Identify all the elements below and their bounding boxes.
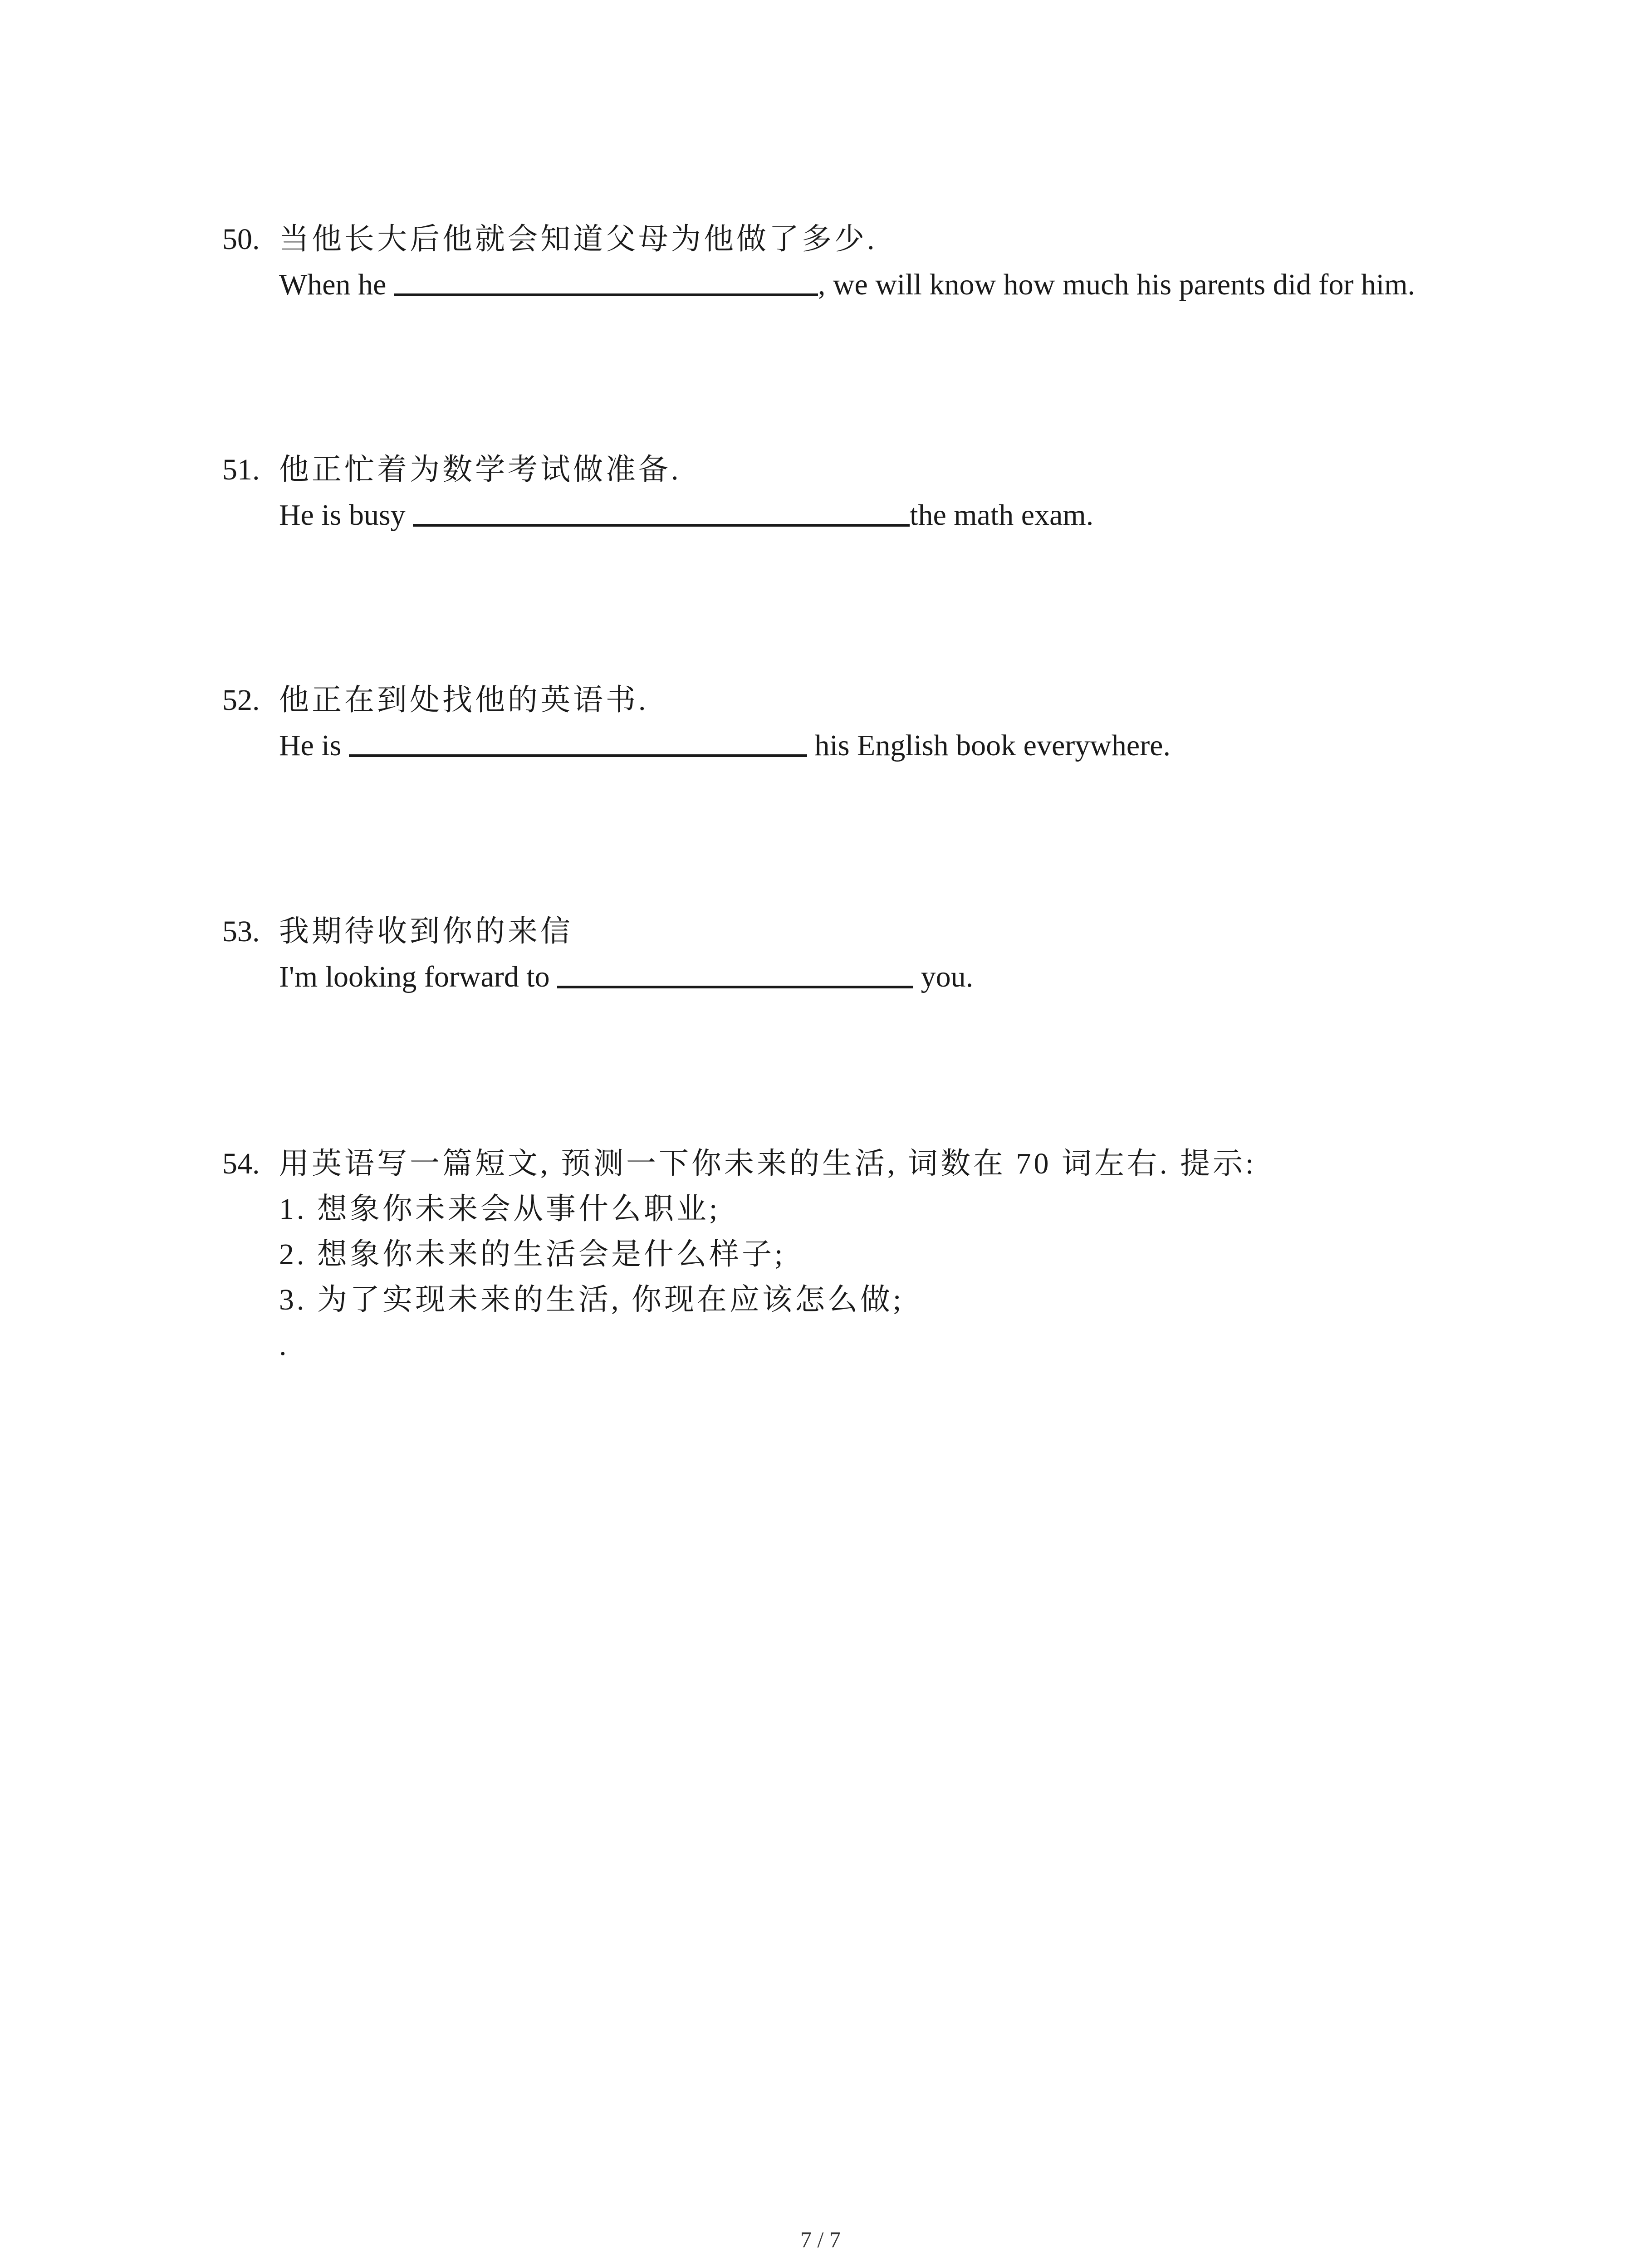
question-54-essay <box>222 1141 1493 1368</box>
sentence-after-blank: you. <box>913 960 974 993</box>
answer-blank[interactable] <box>413 497 910 527</box>
essay-hint-3: 3. 为了实现未来的生活, 你现在应该怎么做; <box>279 1283 904 1316</box>
question-53 <box>222 909 1493 1000</box>
question-51 <box>222 447 1493 538</box>
answer-blank[interactable] <box>349 727 807 757</box>
question-number: 54. <box>222 1147 260 1180</box>
question-50 <box>222 217 1493 308</box>
chinese-prompt: 他正在到处找他的英语书. <box>279 684 649 717</box>
essay-hint-2: 2. 想象你未来的生活会是什么样子; <box>279 1238 786 1271</box>
sentence-before-blank: When he <box>279 268 394 301</box>
chinese-prompt: 我期待收到你的来信 <box>279 915 573 948</box>
sentence-after-blank: the math exam. <box>910 499 1094 532</box>
answer-blank[interactable] <box>394 266 818 296</box>
sentence-after-blank: his English book everywhere. <box>807 729 1171 762</box>
question-number: 51. <box>222 453 260 486</box>
sentence-before-blank: He is <box>279 729 349 762</box>
chinese-prompt: 他正忙着为数学考试做准备. <box>279 453 681 486</box>
question-prompt <box>222 678 1493 723</box>
answer-blank[interactable] <box>557 958 913 988</box>
english-sentence <box>222 262 1493 308</box>
question-52 <box>222 678 1493 768</box>
question-prompt <box>222 217 1493 262</box>
sentence-before-blank: He is busy <box>279 499 413 532</box>
essay-hint-1: 1. 想象你未来会从事什么职业; <box>279 1193 720 1226</box>
essay-answer-start[interactable]: . <box>279 1329 287 1362</box>
sentence-after-blank: , we will know how much his parents did for him. <box>818 268 1416 301</box>
question-prompt <box>222 909 1493 954</box>
chinese-prompt: 用英语写一篇短文, 预测一下你未来的生活, 词数在 70 词左右. 提示: <box>279 1147 1257 1180</box>
chinese-prompt: 当他长大后他就会知道父母为他做了多少. <box>279 223 877 256</box>
question-number: 53. <box>222 915 260 948</box>
question-number: 50. <box>222 223 260 256</box>
english-sentence <box>222 723 1493 768</box>
english-sentence <box>222 493 1493 538</box>
sentence-before-blank: I'm looking forward to <box>279 960 558 993</box>
page-number: 7 / 7 <box>800 2227 841 2252</box>
question-prompt <box>222 447 1493 493</box>
question-prompt <box>222 1141 1493 1187</box>
english-sentence <box>222 954 1493 1000</box>
question-number: 52. <box>222 684 260 717</box>
